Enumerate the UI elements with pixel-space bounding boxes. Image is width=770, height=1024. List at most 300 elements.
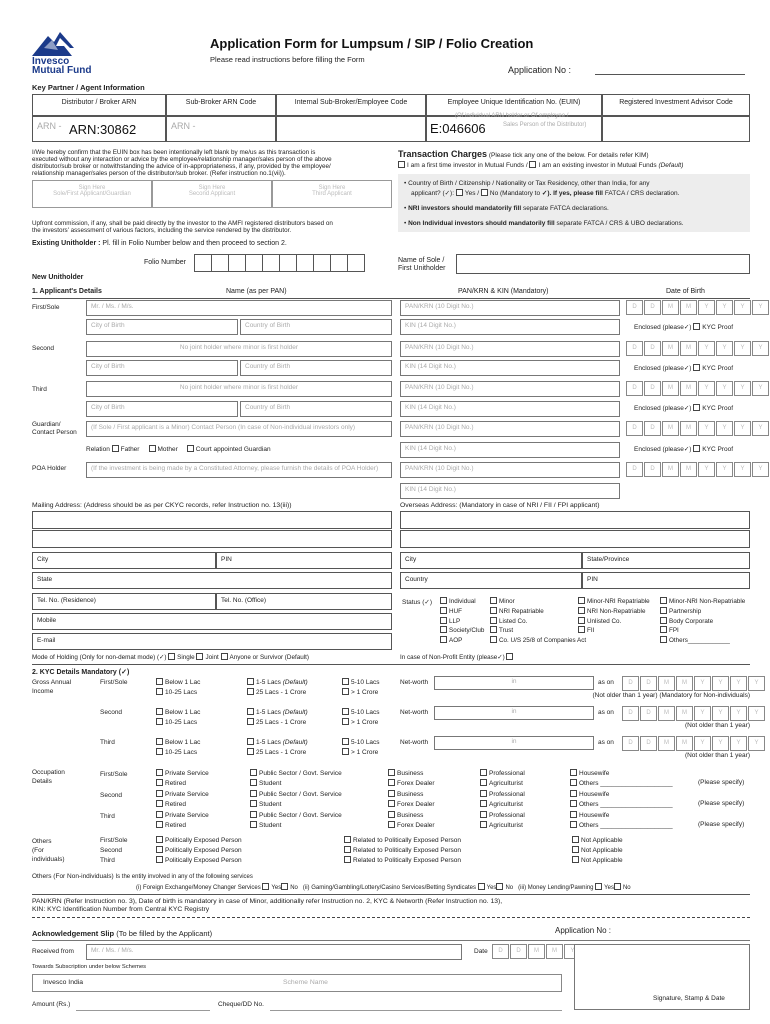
occupation-label-1: Occupation: [32, 769, 65, 776]
inc-1-5-checkbox-2[interactable]: [247, 738, 254, 745]
occ-holder-1: Second: [100, 792, 123, 799]
first-applicant-label: First/Sole: [32, 304, 60, 311]
occ-occ_a-0-1-checkbox[interactable]: [156, 779, 163, 786]
mode-joint-checkbox[interactable]: [196, 653, 203, 660]
rpep-opt-2-label: Related to Politically Exposed Person: [353, 857, 462, 864]
status-col1-item-3-checkbox[interactable]: [440, 626, 447, 633]
status-col4-item-3-label: FPI: [669, 627, 679, 635]
status-col3-item-1: [578, 607, 650, 617]
third-country-of-birth[interactable]: Country of Birth: [240, 401, 392, 417]
income-col3-1: [342, 708, 380, 728]
pep-opt-2-checkbox[interactable]: [156, 856, 163, 863]
please-specify-2: (Please specify): [698, 821, 745, 828]
mailing-address-line1[interactable]: [32, 511, 392, 529]
relation-father-checkbox[interactable]: [112, 445, 119, 452]
status-col3-item-0-checkbox[interactable]: [578, 597, 585, 604]
ria-code-header: Registered Investment Advisor Code: [602, 94, 750, 116]
poa-pan[interactable]: PAN/KRN (10 Digit No.): [400, 462, 620, 478]
inc-5-10-1-checkbox[interactable]: [342, 708, 349, 715]
mailing-city[interactable]: City: [32, 552, 216, 569]
na-opt-1-label: Not Applicable: [581, 847, 623, 854]
euin-declaration-line1: I/We hereby confirm that the EUIN box has been intentionally left blank by me/us as this transaction is: [32, 149, 316, 156]
inc-below1-1: [156, 708, 200, 718]
inc-5-10-2-checkbox[interactable]: [342, 738, 349, 745]
status-col4-item-0-checkbox[interactable]: [660, 597, 667, 604]
networth-field-2[interactable]: [434, 736, 594, 750]
occ-occ_a-1-0-checkbox[interactable]: [156, 790, 163, 797]
status-col2-item-2-checkbox[interactable]: [490, 617, 497, 624]
occ-occ_c-1-0-label: Business: [397, 791, 424, 798]
status-col3-item-1-checkbox[interactable]: [578, 607, 585, 614]
received-from-field[interactable]: Mr. / Ms. / M/s.: [86, 944, 462, 960]
networth-label-1: Net-worth: [400, 709, 429, 716]
poa-kin[interactable]: KIN (14 Digit No.): [400, 483, 620, 499]
networth-date-cell-2-6: Y: [730, 736, 747, 751]
occ-occ_c-2-0-checkbox[interactable]: [388, 811, 395, 818]
first-kyc-checkbox[interactable]: [693, 323, 700, 330]
cheque-field[interactable]: [270, 1010, 562, 1011]
status-col1-item-1-checkbox[interactable]: [440, 607, 447, 614]
first-unitholder-field[interactable]: [456, 254, 750, 274]
occ-occ_c-2-0: [388, 811, 435, 821]
second-applicant-name[interactable]: No joint holder where minor is first holder: [86, 341, 392, 357]
inc-10-25-2-checkbox[interactable]: [156, 748, 163, 755]
second-applicant-pan[interactable]: PAN/KRN (10 Digit No.): [400, 341, 620, 357]
inc-below1-1-label: Below 1 Lac: [165, 709, 201, 716]
rpep-opt-2-checkbox[interactable]: [344, 856, 351, 863]
third-applicant-kin[interactable]: KIN (14 Digit No.): [400, 401, 620, 417]
occ-occ_e-0-1-label: Others ____________________: [579, 780, 673, 787]
occ-occ_a-0: [156, 769, 209, 789]
networth-label-2: Net-worth: [400, 739, 429, 746]
na-opt-1-checkbox[interactable]: [572, 846, 579, 853]
employee-code-field[interactable]: [276, 116, 426, 142]
existing-investor-checkbox[interactable]: [529, 161, 536, 168]
second-country-of-birth[interactable]: Country of Birth: [240, 360, 392, 376]
pep-opt-0-checkbox[interactable]: [156, 836, 163, 843]
occ-occ_b-0-0-checkbox[interactable]: [250, 769, 257, 776]
occ-occ_a-2: [156, 811, 209, 831]
status-col1-item-3-label: Society/Club: [449, 627, 485, 635]
networth-date-cell-0-7: Y: [748, 676, 765, 691]
occ-occ_e-1-0-label: Housewife: [579, 791, 610, 798]
networth-date-cell-1-1: D: [640, 706, 657, 721]
first-applicant-name[interactable]: Mr. / Ms. / M/s.: [86, 300, 392, 316]
pep-holder-1: Second: [100, 847, 123, 854]
occ-occ_e-1-0-checkbox[interactable]: [570, 790, 577, 797]
occ-occ_e-0: [570, 769, 673, 789]
first-applicant-kin[interactable]: KIN (14 Digit No.): [400, 319, 620, 335]
nonprofit-checkbox[interactable]: [506, 653, 513, 660]
occ-occ_c-1-1-checkbox[interactable]: [388, 800, 395, 807]
occ-occ_e-0-1: [570, 779, 673, 789]
overseas-address-label: Overseas Address: (Mandatory in case of NRI / FII / FPI applicant): [400, 502, 600, 509]
status-col2-item-4-label: Co. U/S 25/8 of Companies Act: [499, 637, 587, 645]
inc-5-10-2-label: 5-10 Lacs: [351, 739, 380, 746]
guardian-dob[interactable]: D D M M Y Y Y Y: [626, 421, 769, 436]
first-applicant-dob[interactable]: D D M M Y Y Y Y: [626, 300, 769, 315]
pep-holder-2: Third: [100, 857, 115, 864]
na-1: [572, 846, 623, 854]
income-col1-2: [156, 738, 200, 758]
inc-5-10-0: [342, 678, 380, 688]
occ-occ_d-0-0-label: Professional: [489, 770, 525, 777]
inc-1-5-label-0: 1-5 Lacs: [256, 679, 281, 686]
inc-10-25-2-label: 10-25 Lacs: [165, 749, 198, 756]
status-col3-item-3-checkbox[interactable]: [578, 626, 585, 633]
status-col1-item-1: [440, 607, 484, 617]
second-applicant-kin[interactable]: KIN (14 Digit No.): [400, 360, 620, 376]
occ-holder-0: First/Sole: [100, 771, 128, 778]
networth-in-2: in: [511, 738, 517, 745]
inc-1-5-checkbox-0[interactable]: [247, 678, 254, 685]
guardian-kyc-checkbox[interactable]: [693, 445, 700, 452]
overseas-address-line1[interactable]: [400, 511, 750, 529]
inc-below1-1-checkbox[interactable]: [156, 708, 163, 715]
occ-occ_d-0-0: [480, 769, 525, 779]
status-col2-item-2-label: Listed Co.: [499, 617, 528, 625]
occ-occ_a-0-1-label: Retired: [165, 780, 186, 787]
inc-10-25-1: [156, 718, 200, 728]
as-on-label-0: as on: [598, 679, 614, 686]
occ-occ_d-0-0-checkbox[interactable]: [480, 769, 487, 776]
occ-occ_e-2: [570, 811, 673, 831]
occ-occ_e-1: [570, 790, 673, 810]
inc-1cr-0-checkbox[interactable]: [342, 688, 349, 695]
occ-occ_c-2-1: [388, 821, 435, 831]
occ-occ_e-0-0-checkbox[interactable]: [570, 769, 577, 776]
inc-below1-2-label: Below 1 Lac: [165, 739, 201, 746]
second-applicant-dob[interactable]: D D M M Y Y Y Y: [626, 341, 769, 356]
occ-occ_b-0-1: [250, 779, 342, 789]
networth-date-cell-1-5: Y: [712, 706, 729, 721]
status-col2-item-4: [490, 636, 586, 646]
distributor-arn-value: ARN:30862: [69, 122, 137, 137]
cut-line: [32, 917, 750, 918]
status-col2-item-1-checkbox[interactable]: [490, 607, 497, 614]
overseas-country[interactable]: Country: [400, 572, 582, 589]
status-col4-item-1-checkbox[interactable]: [660, 607, 667, 614]
non-individual-questions: (i) Foreign Exchange/Money Changer Services Yes No (ii) Gaming/Gambling/Lottery/Casino Services/Betting Syndicates Yes No (iii) Money Lending/Pawning Yes No: [136, 885, 631, 891]
occ-occ_d-1-1-checkbox[interactable]: [480, 800, 487, 807]
relation-mother-checkbox[interactable]: [149, 445, 156, 452]
inc-25-1cr-1-checkbox[interactable]: [247, 718, 254, 725]
folio-number-cells[interactable]: [194, 254, 364, 272]
networth-date-2[interactable]: [622, 736, 765, 751]
footer-note-2: KIN: KYC Identification Number from Central KYC Registry: [32, 906, 210, 913]
mobile-field[interactable]: Mobile: [32, 613, 392, 630]
existing-unitholder: Existing Unitholder : Pl. fill in Folio Number below and then proceed to section 2.: [32, 240, 287, 247]
occ-occ_b-2-0-label: Public Sector / Govt. Service: [259, 812, 342, 819]
inc-10-25-1-checkbox[interactable]: [156, 718, 163, 725]
ack-date-label: Date: [474, 948, 488, 955]
inc-1cr-2-checkbox[interactable]: [342, 748, 349, 755]
occ-occ_c-0-0-checkbox[interactable]: [388, 769, 395, 776]
as-on-label-2: as on: [598, 739, 614, 746]
pep-opt-2-label: Politically Exposed Person: [165, 857, 242, 864]
status-col3-item-0-label: Minor-NRI Repatriable: [587, 598, 650, 605]
not-older-note-1: (Not older than 1 year): [684, 722, 750, 729]
relation-court-checkbox[interactable]: [187, 445, 194, 452]
occ-occ_e-1-1: [570, 800, 673, 810]
inc-5-10-0-checkbox[interactable]: [342, 678, 349, 685]
occ-occ_c-0-1-label: Forex Dealer: [397, 780, 435, 787]
mailing-address-line2[interactable]: [32, 530, 392, 548]
inc-1-5-label-2: 1-5 Lacs: [256, 739, 281, 746]
pep-1: [156, 846, 242, 854]
networth-date-cell-1-4: Y: [694, 706, 711, 721]
status-col4-item-3: [660, 626, 745, 636]
email-field[interactable]: E-mail: [32, 633, 392, 650]
status-col1-item-0: [440, 597, 484, 607]
first-country-of-birth[interactable]: Country of Birth: [240, 319, 392, 335]
status-col2-item-0-checkbox[interactable]: [490, 597, 497, 604]
fatca-no-checkbox[interactable]: [481, 189, 488, 196]
q3-no[interactable]: [614, 883, 621, 890]
status-col1-item-0-checkbox[interactable]: [440, 597, 447, 604]
guardian-kin[interactable]: KIN (14 Digit No.): [400, 442, 620, 458]
overseas-state[interactable]: State/Province: [582, 552, 750, 569]
second-kyc-checkbox[interactable]: [693, 364, 700, 371]
na-opt-2-checkbox[interactable]: [572, 856, 579, 863]
fatca-yes-checkbox[interactable]: [456, 189, 463, 196]
inc-1-5-0: [247, 678, 308, 688]
first-unitholder-label-2: First Unitholder: [398, 265, 446, 272]
occ-occ_b-0-1-label: Student: [259, 780, 282, 787]
status-col4-item-2-checkbox[interactable]: [660, 617, 667, 624]
occ-occ_d-2-1-checkbox[interactable]: [480, 821, 487, 828]
subbroker-arn-header: Sub-Broker ARN Code: [166, 94, 276, 116]
status-col4-item-4: [660, 636, 745, 646]
status-label: Status (✓): [402, 599, 433, 606]
status-col2-item-3-checkbox[interactable]: [490, 626, 497, 633]
status-col1-item-4-checkbox[interactable]: [440, 636, 447, 643]
inc-25-1cr-0-checkbox[interactable]: [247, 688, 254, 695]
tel-residence[interactable]: Tel. No. (Residence): [32, 593, 216, 610]
occ-occ_c-2-1-checkbox[interactable]: [388, 821, 395, 828]
others-individuals-label-2: (For: [32, 847, 44, 854]
occ-occ_c-0-1-checkbox[interactable]: [388, 779, 395, 786]
rpep-0: [344, 836, 461, 844]
occ-occ_b-0-0: [250, 769, 342, 779]
na-opt-0-label: Not Applicable: [581, 837, 623, 844]
occ-occ_d-2-0: [480, 811, 525, 821]
signature-stamp-box[interactable]: Signature, Stamp & Date: [574, 944, 750, 1010]
occ-occ_d-2-0-label: Professional: [489, 812, 525, 819]
inc-below1-0-checkbox[interactable]: [156, 678, 163, 685]
please-specify-1: (Please specify): [698, 800, 745, 807]
networth-date-cell-2-5: Y: [712, 736, 729, 751]
sign-first-applicant[interactable]: Sign Here Sole/First Applicant/Guardian: [32, 180, 152, 208]
occ-occ_d-2-0-checkbox[interactable]: [480, 811, 487, 818]
q1-yes[interactable]: [262, 883, 269, 890]
third-city-of-birth[interactable]: City of Birth: [86, 401, 238, 417]
upfront-note-1: Upfront commission, if any, shall be paid directly by the investor to the AMFI registered distributors based on: [32, 220, 333, 227]
third-applicant-dob[interactable]: D D M M Y Y Y Y: [626, 381, 769, 396]
networth-date-cell-1-7: Y: [748, 706, 765, 721]
logo-text-1: Invesco: [32, 56, 70, 67]
scheme-field[interactable]: Invesco India Scheme Name: [32, 974, 562, 992]
status-col4-item-0-label: Minor-NRI Non-Repatriable: [669, 598, 746, 605]
occ-occ_a-2-1-checkbox[interactable]: [156, 821, 163, 828]
mailing-pin[interactable]: PIN: [216, 552, 392, 569]
occ-occ_b-1-1-checkbox[interactable]: [250, 800, 257, 807]
occ-occ_d-0-1-checkbox[interactable]: [480, 779, 487, 786]
charges-options: I am a first time investor in Mutual Funds / I am an existing investor in Mutual Funds (Default): [398, 161, 683, 169]
status-col3-item-0: [578, 597, 650, 607]
ack-date-cells[interactable]: D D M M Y: [492, 944, 635, 959]
occ-occ_b-2-0: [250, 811, 342, 821]
second-kyc-proof: Enclosed (please✓) KYC Proof: [634, 365, 734, 372]
occ-occ_c-1-0-checkbox[interactable]: [388, 790, 395, 797]
inc-below1-2-checkbox[interactable]: [156, 738, 163, 745]
networth-date-cell-2-4: Y: [694, 736, 711, 751]
rpep-opt-1-label: Related to Politically Exposed Person: [353, 847, 462, 854]
occ-occ_a-1-0-label: Private Service: [165, 791, 209, 798]
mode-single-checkbox[interactable]: [168, 653, 175, 660]
occ-occ_c-1-1-label: Forex Dealer: [397, 801, 435, 808]
distributor-arn-field[interactable]: ARN - ARN:30862: [32, 116, 166, 142]
fatca-line1: • Country of Birth / Citizenship / Nationality or Tax Residency, other than India, for any: [404, 180, 650, 187]
occ-occ_a-1-0: [156, 790, 209, 800]
application-no-line[interactable]: [595, 74, 745, 75]
occ-occ_d-1-0-checkbox[interactable]: [480, 790, 487, 797]
inc-25-1cr-0: [247, 688, 308, 698]
occ-occ_b-2-1-checkbox[interactable]: [250, 821, 257, 828]
third-applicant-pan[interactable]: PAN/KRN (10 Digit No.): [400, 381, 620, 397]
rpep-opt-1-checkbox[interactable]: [344, 846, 351, 853]
occ-occ_e-2-0-checkbox[interactable]: [570, 811, 577, 818]
occ-occ_d-2-1-label: Agriculturist: [489, 822, 523, 829]
rpep-opt-1: [344, 846, 461, 854]
occ-occ_c-0-0: [388, 769, 435, 779]
inc-25-1cr-2-checkbox[interactable]: [247, 748, 254, 755]
mode-of-holding: Mode of Holding (Only for non-demat mode) (✓) Single Joint Anyone or Survivor (Default): [32, 654, 309, 661]
occ-occ_a-2-0-checkbox[interactable]: [156, 811, 163, 818]
status-col4-item-3-checkbox[interactable]: [660, 626, 667, 633]
overseas-city[interactable]: City: [400, 552, 582, 569]
status-col2-item-0-label: Minor: [499, 598, 515, 605]
occ-occ_e-2-1-label: Others ____________________: [579, 822, 673, 829]
status-col2-item-2: [490, 617, 586, 627]
networth-date-0[interactable]: [622, 676, 765, 691]
inc-10-25-2: [156, 748, 200, 758]
networth-date-cell-1-3: M: [676, 706, 693, 721]
first-kyc-proof: Enclosed (please✓) KYC Proof: [634, 324, 734, 331]
occ-occ_a-2-1-label: Retired: [165, 822, 186, 829]
inc-1cr-1-checkbox[interactable]: [342, 718, 349, 725]
poa-name[interactable]: (If the investment is being made by a Constituted Attorney, please furnish the details of POA Holder): [86, 462, 392, 478]
status-column-1: [440, 597, 484, 646]
overseas-pin[interactable]: PIN: [582, 572, 750, 589]
inc-25-1cr-1: [247, 718, 308, 728]
occ-occ_b-1-1-label: Student: [259, 801, 282, 808]
occ-occ_a-0-0-checkbox[interactable]: [156, 769, 163, 776]
inc-10-25-0-label: 10-25 Lacs: [165, 689, 198, 696]
rpep-opt-0-checkbox[interactable]: [344, 836, 351, 843]
occ-occ_e-0-1-checkbox[interactable]: [570, 779, 577, 786]
occupation-label-2: Details: [32, 778, 52, 785]
networth-field-0[interactable]: [434, 676, 594, 690]
mode-anyone-checkbox[interactable]: [221, 653, 228, 660]
networth-date-cell-1-0: D: [622, 706, 639, 721]
networth-field-1[interactable]: [434, 706, 594, 720]
status-col1-item-2-checkbox[interactable]: [440, 617, 447, 624]
inc-1-5-checkbox-1[interactable]: [247, 708, 254, 715]
pep-opt-0-label: Politically Exposed Person: [165, 837, 242, 844]
networth-date-cell-0-6: Y: [730, 676, 747, 691]
tel-office[interactable]: Tel. No. (Office): [216, 593, 392, 610]
status-col2-item-4-checkbox[interactable]: [490, 636, 497, 643]
invesco-logo-mark: [30, 30, 90, 58]
q3-yes[interactable]: [595, 883, 602, 890]
amount-field[interactable]: [76, 1010, 210, 1011]
euin-field[interactable]: (Of individual ARN holder or Of employee / Sales Person of the Distributor) E:046606: [426, 116, 602, 142]
guardian-name[interactable]: (If Sole / First applicant is a Minor) Contact Person (In case of Non-individual investors only): [86, 421, 392, 437]
overseas-address-line2[interactable]: [400, 530, 750, 548]
not-older-note-2: (Not older than 1 year): [684, 752, 750, 759]
occ-occ_e-0-0: [570, 769, 673, 779]
inc-10-25-0-checkbox[interactable]: [156, 688, 163, 695]
status-col4-item-4-checkbox[interactable]: [660, 636, 667, 643]
logo-text-2: Mutual Fund: [32, 65, 92, 76]
networth-label-0: Net-worth: [400, 679, 429, 686]
occ-occ_a-1: [156, 790, 209, 810]
occ-occ_e-1-0: [570, 790, 673, 800]
occ-occ_a-1-1-checkbox[interactable]: [156, 800, 163, 807]
na-opt-0-checkbox[interactable]: [572, 836, 579, 843]
ria-code-field[interactable]: [602, 116, 750, 142]
occ-occ_e-2-1-checkbox[interactable]: [570, 821, 577, 828]
occ-occ_e-1-1-checkbox[interactable]: [570, 800, 577, 807]
income-holder-1: Second: [100, 709, 123, 716]
poa-dob[interactable]: D D M M Y Y Y Y: [626, 462, 769, 477]
first-city-of-birth[interactable]: City of Birth: [86, 319, 238, 335]
occ-occ_b-1-0-checkbox[interactable]: [250, 790, 257, 797]
occ-occ_b-0-1-checkbox[interactable]: [250, 779, 257, 786]
mailing-state[interactable]: State: [32, 572, 392, 589]
q2-no[interactable]: [496, 883, 503, 890]
sign-second-applicant[interactable]: Sign Here Second Applicant: [152, 180, 272, 208]
occ-occ_b-2-0-checkbox[interactable]: [250, 811, 257, 818]
status-col4-item-4-label: Others____________: [669, 637, 730, 645]
application-no-label: Application No :: [508, 65, 572, 75]
status-col4-item-2-label: Body Corporate: [669, 617, 714, 625]
first-applicant-pan[interactable]: PAN/KRN (10 Digit No.): [400, 300, 620, 316]
inc-25-1cr-2-label: 25 Lacs - 1 Crore: [256, 749, 307, 756]
sign-third-applicant[interactable]: Sign Here Third Applicant: [272, 180, 392, 208]
status-col3-item-2: [578, 617, 650, 627]
occ-occ_b-0-0-label: Public Sector / Govt. Service: [259, 770, 342, 777]
occ-occ_d-0-1-label: Agriculturist: [489, 780, 523, 787]
occ-occ_b-1: [250, 790, 342, 810]
rpep-opt-0-label: Related to Politically Exposed Person: [353, 837, 462, 844]
subbroker-arn-field[interactable]: ARN -: [166, 116, 276, 142]
pep-opt-1-checkbox[interactable]: [156, 846, 163, 853]
status-col1-item-3: [440, 626, 484, 636]
status-col3-item-2-checkbox[interactable]: [578, 617, 585, 624]
status-col4-item-2: [660, 617, 745, 627]
networth-date-1[interactable]: [622, 706, 765, 721]
third-kyc-checkbox[interactable]: [693, 404, 700, 411]
third-applicant-name[interactable]: No joint holder where minor is first holder: [86, 381, 392, 397]
q1-no[interactable]: [281, 883, 288, 890]
kyc-divider: [32, 664, 750, 665]
first-time-investor-checkbox[interactable]: [398, 161, 405, 168]
q2-yes[interactable]: [478, 883, 485, 890]
guardian-pan[interactable]: PAN/KRN (10 Digit No.): [400, 421, 620, 437]
second-city-of-birth[interactable]: City of Birth: [86, 360, 238, 376]
